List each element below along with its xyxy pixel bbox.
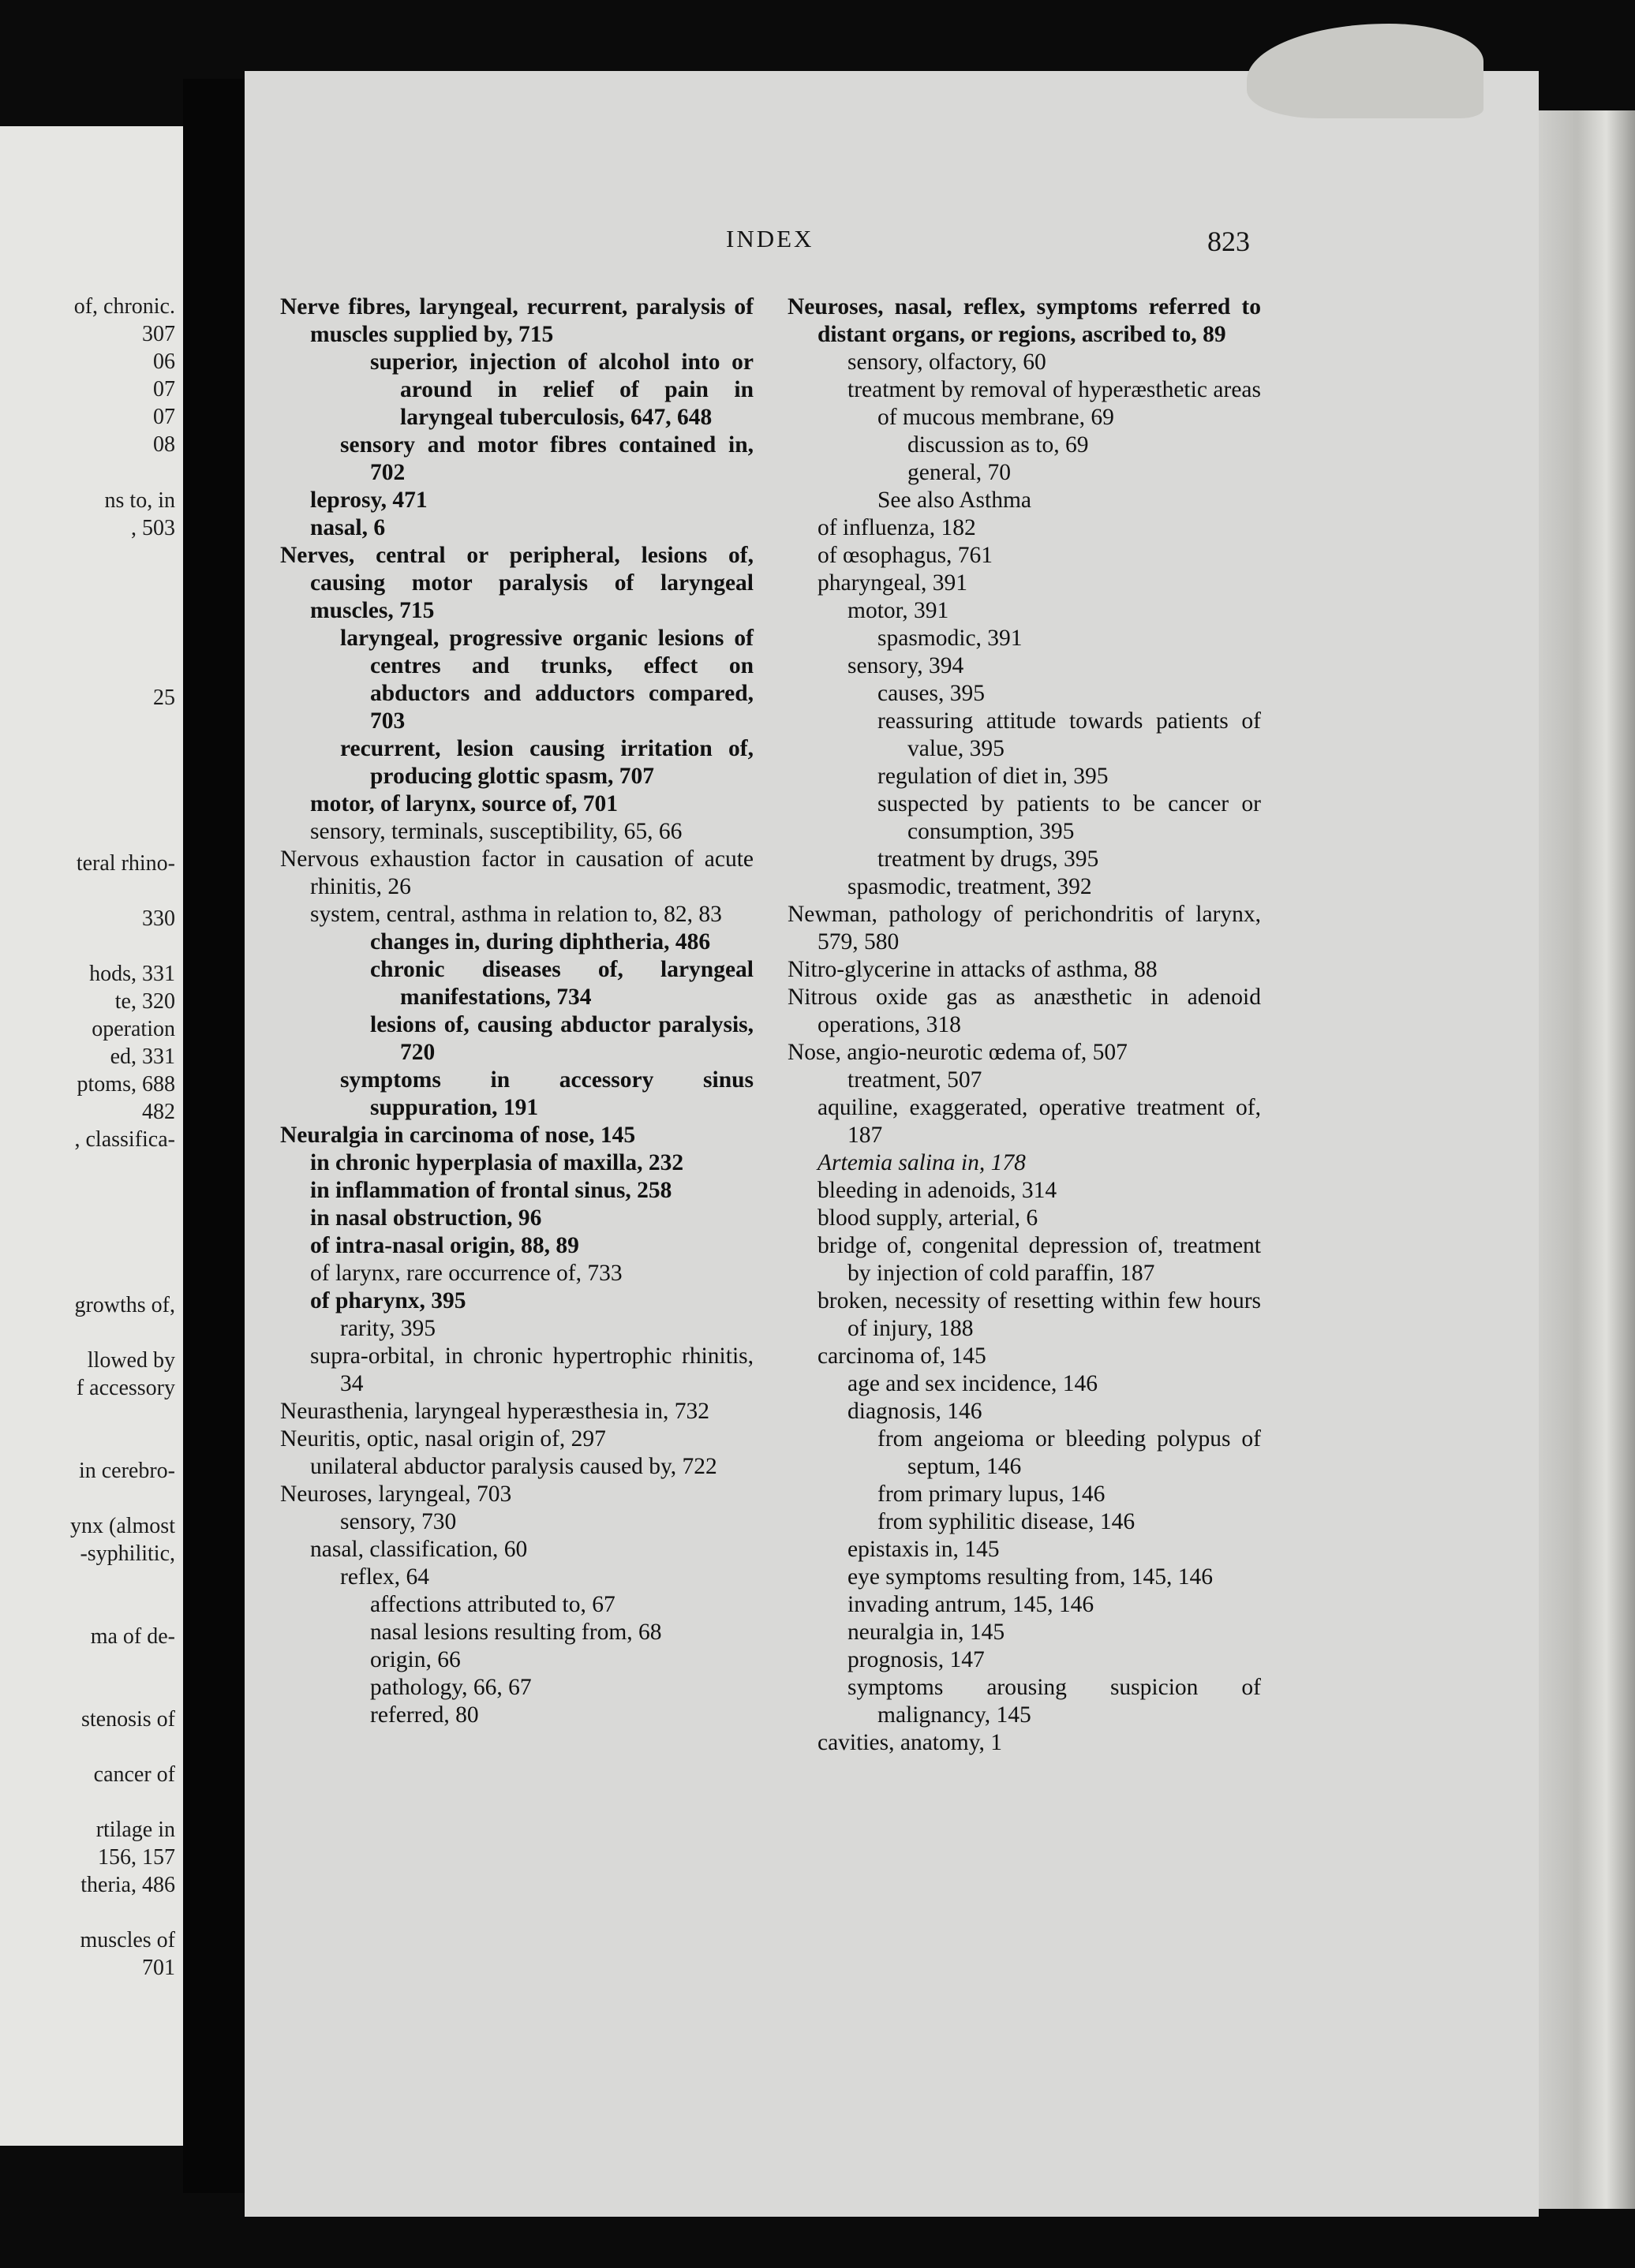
index-entry: Nervous exhaustion factor in causation of acute rhinitis, 26 xyxy=(280,846,754,899)
torn-corner xyxy=(1247,24,1483,118)
index-entry: affections attributed to, 67 xyxy=(370,1592,615,1617)
facing-page-fragment: in cerebro- xyxy=(78,1459,175,1483)
index-entry: motor, 391 xyxy=(847,598,949,623)
index-entry: of pharynx, 395 xyxy=(310,1288,466,1313)
index-entry: Neurasthenia, laryngeal hyperæsthesia in, 732 xyxy=(280,1399,709,1424)
index-entry: prognosis, 147 xyxy=(847,1647,985,1672)
facing-page-fragment: 156, 157 xyxy=(98,1845,175,1870)
index-entry: diagnosis, 146 xyxy=(847,1399,982,1424)
index-entry: blood supply, arterial, 6 xyxy=(818,1205,1038,1231)
index-entry: cavities, anatomy, 1 xyxy=(818,1730,1003,1755)
index-entry: regulation of diet in, 395 xyxy=(877,764,1109,789)
index-entry: eye symptoms resulting from, 145, 146 xyxy=(847,1564,1213,1590)
index-entry: Neuroses, nasal, reflex, symptoms referred to distant organs, or regions, ascribed to, 89 xyxy=(788,294,1261,347)
index-entry: suspected by patients to be cancer or consumption, 395 xyxy=(877,791,1261,844)
facing-page-fragment: llowed by xyxy=(87,1348,175,1373)
index-entry: causes, 395 xyxy=(877,681,985,706)
index-entry: treatment by removal of hyperæsthetic areas of mucous membrane, 69 xyxy=(847,377,1261,430)
index-entry: from syphilitic disease, 146 xyxy=(877,1509,1136,1534)
index-entry: broken, necessity of resetting within few hours of injury, 188 xyxy=(818,1288,1261,1341)
index-entry: Artemia salina in, 178 xyxy=(818,1150,1026,1175)
index-entry: bridge of, congenital depression of, treatment by injection of cold paraffin, 187 xyxy=(818,1233,1261,1286)
index-entry: treatment, 507 xyxy=(847,1067,982,1093)
index-entry: changes in, during diphtheria, 486 xyxy=(370,929,711,955)
facing-page-fragment: ns to, in xyxy=(104,488,175,513)
index-entry: carcinoma of, 145 xyxy=(818,1343,986,1369)
index-entry: in inflammation of frontal sinus, 258 xyxy=(310,1178,672,1203)
facing-page-fragment: operation xyxy=(92,1017,175,1041)
index-entry: general, 70 xyxy=(907,460,1012,485)
index-entry: rarity, 395 xyxy=(340,1316,436,1341)
facing-page-fragment: ma of de- xyxy=(90,1624,175,1649)
index-entry: leprosy, 471 xyxy=(310,488,428,513)
facing-page-fragment: 482 xyxy=(142,1100,175,1124)
index-entry: Neuroses, laryngeal, 703 xyxy=(280,1481,512,1507)
index-entry: nasal, classification, 60 xyxy=(310,1537,528,1562)
facing-page-fragment: , classifica- xyxy=(74,1127,175,1152)
index-entry: sensory and motor fibres contained in, 702 xyxy=(340,432,754,485)
index-column-left xyxy=(280,293,754,1729)
index-entry: sensory, 394 xyxy=(847,653,964,678)
index-entry: referred, 80 xyxy=(370,1702,479,1728)
index-entry: sensory, olfactory, 60 xyxy=(847,349,1046,375)
index-entry: Nerve fibres, laryngeal, recurrent, paralysis of muscles supplied by, 715 xyxy=(280,294,754,347)
facing-page-fragment: ptoms, 688 xyxy=(77,1072,175,1097)
facing-page-fragment: te, 320 xyxy=(114,989,175,1014)
index-entry: from primary lupus, 146 xyxy=(877,1481,1106,1507)
facing-page-fragment: 701 xyxy=(142,1956,175,1980)
index-entry: Neuritis, optic, nasal origin of, 297 xyxy=(280,1426,606,1452)
facing-page-fragment: f accessory xyxy=(76,1376,175,1400)
index-entry: Nitro-glycerine in attacks of asthma, 88 xyxy=(788,957,1158,982)
index-entry: spasmodic, treatment, 392 xyxy=(847,874,1092,899)
index-entry: Nose, angio-neurotic œdema of, 507 xyxy=(788,1040,1128,1065)
index-entry: Neuralgia in carcinoma of nose, 145 xyxy=(280,1123,636,1148)
facing-page-fragment: theria, 486 xyxy=(80,1873,175,1897)
index-entry: sensory, terminals, susceptibility, 65, 66 xyxy=(310,819,683,844)
facing-page-fragment: cancer of xyxy=(93,1762,175,1787)
facing-page-fragment: -syphilitic, xyxy=(80,1541,175,1566)
index-entry: chronic diseases of, laryngeal manifestations, 734 xyxy=(370,957,754,1010)
index-entry: of influenza, 182 xyxy=(818,515,976,540)
index-entry: recurrent, lesion causing irritation of, producing glottic spasm, 707 xyxy=(340,736,754,789)
index-entry: epistaxis in, 145 xyxy=(847,1537,1000,1562)
index-entry: symptoms arousing suspicion of malignancy, 145 xyxy=(847,1675,1261,1728)
facing-page-fragment: 330 xyxy=(142,906,175,931)
index-entry: See also Asthma xyxy=(877,488,1032,513)
facing-page-fragment: stenosis of xyxy=(81,1707,175,1732)
page-number: 823 xyxy=(1207,226,1250,257)
index-entry: neuralgia in, 145 xyxy=(847,1620,1005,1645)
facing-page-fragment: 08 xyxy=(153,432,175,457)
index-entry: superior, injection of alcohol into or around in relief of pain in laryngeal tuberculosis, 647, 648 xyxy=(370,349,754,430)
index-entry: of œsophagus, 761 xyxy=(818,543,993,568)
index-entry: from angeioma or bleeding polypus of septum, 146 xyxy=(877,1426,1261,1479)
facing-page xyxy=(0,126,183,2146)
facing-page-fragment: teral rhino- xyxy=(76,851,175,876)
facing-page-fragment: 307 xyxy=(142,322,175,346)
index-entry: unilateral abductor paralysis caused by, 722 xyxy=(310,1454,717,1479)
index-entry: system, central, asthma in relation to, 82, 83 xyxy=(310,902,722,927)
index-entry: in chronic hyperplasia of maxilla, 232 xyxy=(310,1150,684,1175)
index-entry: discussion as to, 69 xyxy=(907,432,1089,458)
facing-page-fragment: , 503 xyxy=(131,516,175,540)
facing-page-fragment: 25 xyxy=(153,686,175,710)
index-entry: nasal lesions resulting from, 68 xyxy=(370,1620,662,1645)
index-entry: motor, of larynx, source of, 701 xyxy=(310,791,619,816)
facing-page-fragment: of, chronic. xyxy=(73,294,175,319)
facing-page-fragment: muscles of xyxy=(80,1928,175,1952)
page-edge xyxy=(1539,110,1635,2209)
index-entry: aquiline, exaggerated, operative treatment of, 187 xyxy=(818,1095,1261,1148)
index-entry: spasmodic, 391 xyxy=(877,626,1023,651)
index-entry: reflex, 64 xyxy=(340,1564,430,1590)
index-entry: sensory, 730 xyxy=(340,1509,457,1534)
index-entry: supra-orbital, in chronic hypertrophic rhinitis, 34 xyxy=(310,1343,754,1396)
index-entry: reassuring attitude towards patients of value, 395 xyxy=(877,708,1261,761)
facing-page-fragment: 07 xyxy=(153,377,175,402)
book-gutter xyxy=(183,79,245,2193)
facing-page-fragment: hods, 331 xyxy=(89,962,175,986)
index-entry: Nerves, central or peripheral, lesions of, causing motor paralysis of laryngeal muscles, 715 xyxy=(280,543,754,623)
index-entry: pathology, 66, 67 xyxy=(370,1675,532,1700)
running-head: INDEX xyxy=(726,225,814,252)
facing-page-fragment: 06 xyxy=(153,349,175,374)
facing-page-fragment: ed, 331 xyxy=(110,1044,175,1069)
index-entry: lesions of, causing abductor paralysis, 720 xyxy=(370,1012,754,1065)
index-entry: in nasal obstruction, 96 xyxy=(310,1205,542,1231)
index-entry: pharyngeal, 391 xyxy=(818,570,968,596)
facing-page-fragment: rtilage in xyxy=(95,1818,175,1842)
facing-page-fragment: growths of, xyxy=(74,1293,175,1317)
index-column-right xyxy=(788,293,1261,1757)
index-entry: bleeding in adenoids, 314 xyxy=(818,1178,1057,1203)
index-entry: of intra-nasal origin, 88, 89 xyxy=(310,1233,579,1258)
index-entry: treatment by drugs, 395 xyxy=(877,846,1099,872)
index-entry: symptoms in accessory sinus suppuration, 191 xyxy=(340,1067,754,1120)
facing-page-fragment: ynx (almost xyxy=(70,1514,175,1538)
index-entry: origin, 66 xyxy=(370,1647,461,1672)
facing-page-fragment: 07 xyxy=(153,405,175,429)
index-entry: invading antrum, 145, 146 xyxy=(847,1592,1094,1617)
index-entry: laryngeal, progressive organic lesions of centres and trunks, effect on abductors and adductors compared, 703 xyxy=(340,626,754,734)
index-entry: nasal, 6 xyxy=(310,515,386,540)
index-entry: age and sex incidence, 146 xyxy=(847,1371,1098,1396)
index-entry: of larynx, rare occurrence of, 733 xyxy=(310,1261,623,1286)
index-entry: Newman, pathology of perichondritis of larynx, 579, 580 xyxy=(788,902,1261,955)
index-entry: Nitrous oxide gas as anæsthetic in adenoid operations, 318 xyxy=(788,985,1261,1037)
